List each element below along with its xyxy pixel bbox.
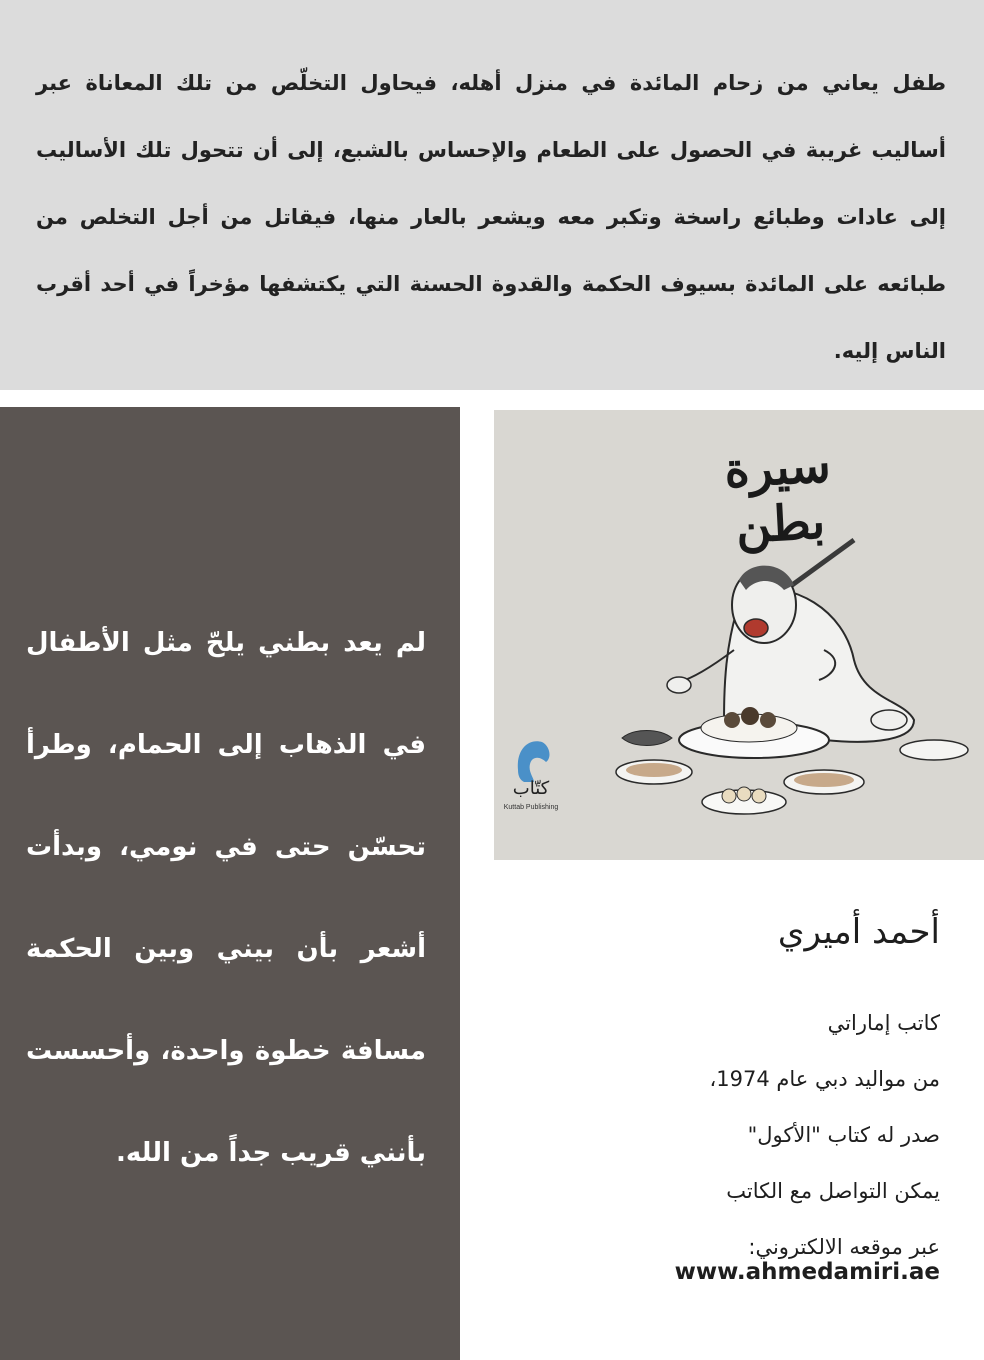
synopsis-band [0,0,984,390]
meat-1 [724,712,740,728]
author-bio [520,995,940,1275]
bowl-right-soup [794,773,854,787]
book-synopsis: طفل يعاني من زحام المائدة في منزل أهله، فيحاول التخلّص من تلك المعاناة عبر أساليب غريبة في الحصول على الطعام والإحساس بالشبع، إلى أن تتحول تلك الأساليب إلى عادات وطبائع راسخة وتكبر معه ويشعر بالعار منها، فيقاتل من أجل التخلص من طبائعه على المائدة بسيوف الحكمة والقدوة الحسنة التي يكتشفها مؤخراً في أحد أقرب الناس إليه. [36,71,946,363]
meat-2 [741,707,759,725]
meat-3 [760,712,776,728]
bio-line: صدر له كتاب "الأكول" [747,1123,940,1147]
man-mouth [744,619,768,637]
dumpling-1 [722,789,736,803]
bio-line: كاتب إماراتي [827,1011,940,1035]
bowl-left-soup [626,763,682,777]
author-website: www.ahmedamiri.ae [674,1259,940,1285]
dumpling-2 [737,787,751,801]
book-quote: لم يعد بطني يلحّ مثل الأطفال في الذهاب إلى الحمام، وطرأ تحسّن حتى في نومي، وبدأت أشعر بأن بيني وبين الحكمة مسافة خطوة واحدة، وأحسست بأنني قريب جداً من الله. [26,628,426,1168]
man-foot [871,710,907,730]
publisher-logo-icon [518,741,550,782]
cover-title: سيرة بطن [722,437,833,555]
book-cover-image [494,410,984,860]
dumpling-3 [752,789,766,803]
bowl-far [900,740,968,760]
bio-line: من مواليد دبي عام 1974، [709,1067,940,1091]
bio-line: عبر موقعه الالكتروني: [748,1235,940,1259]
bio-line: يمكن التواصل مع الكاتب [726,1179,940,1203]
cover-illustration [494,410,984,860]
publisher-name-arabic: كتّاب [512,778,550,799]
author-name: أحمد أميري [777,912,940,952]
fish-shape [622,731,672,746]
publisher-name-english: Kuttab Publishing [503,804,559,811]
man-hand-left [667,677,691,693]
